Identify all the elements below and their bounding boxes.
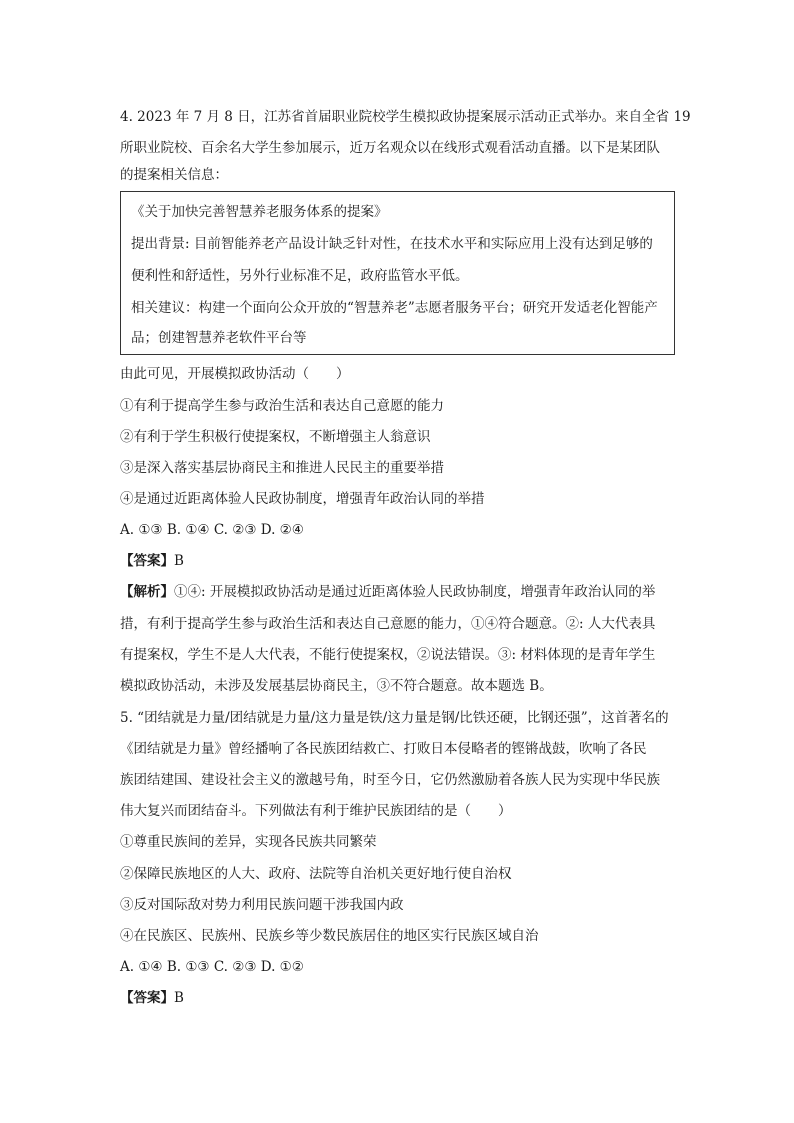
q5-choices: A. ①④ B. ①③ C. ②③ D. ①②	[120, 959, 304, 975]
q4-option-2: ②有利于学生积极行使提案权，不断增强主人翁意识	[120, 429, 431, 445]
q5-stem-line-3: 族团结建国、建设社会主义的激越号角，时至今日，它仍然激励着各族人民为实现中华民族	[120, 772, 660, 788]
q4-analysis-line-3: 有提案权，学生不是人大代表，不能行使提案权，②说法错误。③: 材料体现的是青年学生	[120, 647, 656, 663]
q4-option-4: ④是通过近距离体验人民政协制度，增强青年政治认同的举措	[120, 491, 485, 507]
proposal-background-line-2: 便利性和舒适性，另外行业标准不足，政府监管水平低。	[131, 268, 469, 284]
q4-option-3: ③是深入落实基层协商民主和推进人民民主的重要举措	[120, 460, 444, 476]
q4-choices: A. ①③ B. ①④ C. ②③ D. ②④	[120, 522, 304, 538]
q4-option-1: ①有利于提高学生参与政治生活和表达自己意愿的能力	[120, 398, 444, 414]
proposal-title: 《关于加快完善智慧养老服务体系的提案》	[131, 204, 388, 220]
q4-question: 由此可见，开展模拟政协活动（ ）	[120, 366, 350, 382]
q5-answer-value: B	[174, 990, 184, 1006]
q5-option-1: ①尊重民族间的差异，实现各民族共同繁荣	[120, 834, 377, 850]
q5-answer	[120, 988, 184, 1008]
q4-analysis-label: 【解析】	[120, 584, 174, 600]
q4-stem-line-3: 的提案相关信息：	[120, 167, 228, 183]
q4-answer	[120, 551, 184, 571]
q4-stem-line-1: 4. 2023 年 7 月 8 日，江苏省首届职业院校学生模拟政协提案展示活动正式举办。来自全省 19	[120, 109, 691, 125]
proposal-background-line-1: 提出背景: 目前智能养老产品设计缺乏针对性，在技术水平和实际应用上没有达到足够的	[131, 236, 653, 252]
q4-answer-label: 【答案】	[120, 553, 174, 569]
q5-stem-line-2: 《团结就是力量》曾经播响了各民族团结救亡、打败日本侵略者的铿锵战鼓，吹响了各民	[120, 741, 647, 757]
q5-stem-line-4: 伟大复兴而团结奋斗。下列做法有利于维护民族团结的是（ ）	[120, 803, 512, 819]
q4-analysis-line-4: 模拟政协活动，未涉及发展基层协商民主，③不符合题意。故本题选 B。	[120, 678, 553, 694]
q4-analysis-text-1: ①④: 开展模拟政协活动是通过近距离体验人民政协制度，增强青年政治认同的举	[174, 584, 656, 600]
q4-answer-value: B	[174, 553, 184, 569]
q5-option-2: ②保障民族地区的人大、政府、法院等自治机关更好地行使自治权	[120, 866, 512, 882]
q5-answer-label: 【答案】	[120, 990, 174, 1006]
q5-stem-line-1: 5. “团结就是力量/团结就是力量/这力量是铁/这力量是钢/比铁还硬，比钢还强”，这首著名的	[120, 710, 669, 726]
proposal-suggestion-line-1: 相关建议：构建一个面向公众开放的“智慧养老”志愿者服务平台；研究开发适老化智能产	[131, 300, 658, 316]
q4-analysis-line-2: 措，有利于提高学生参与政治生活和表达自己意愿的能力，①④符合题意。②: 人大代表具	[120, 616, 656, 632]
q4-stem-line-2: 所职业院校、百余名大学生参加展示，近万名观众以在线形式观看活动直播。以下是某团队	[120, 140, 660, 156]
q5-option-4: ④在民族区、民族州、民族乡等少数民族居住的地区实行民族区域自治	[120, 928, 539, 944]
q5-option-3: ③反对国际敌对势力利用民族问题干涉我国内政	[120, 897, 404, 913]
proposal-box	[120, 191, 675, 355]
q4-analysis-line-1	[120, 582, 655, 602]
proposal-suggestion-line-2: 品；创建智慧养老软件平台等	[131, 330, 307, 346]
